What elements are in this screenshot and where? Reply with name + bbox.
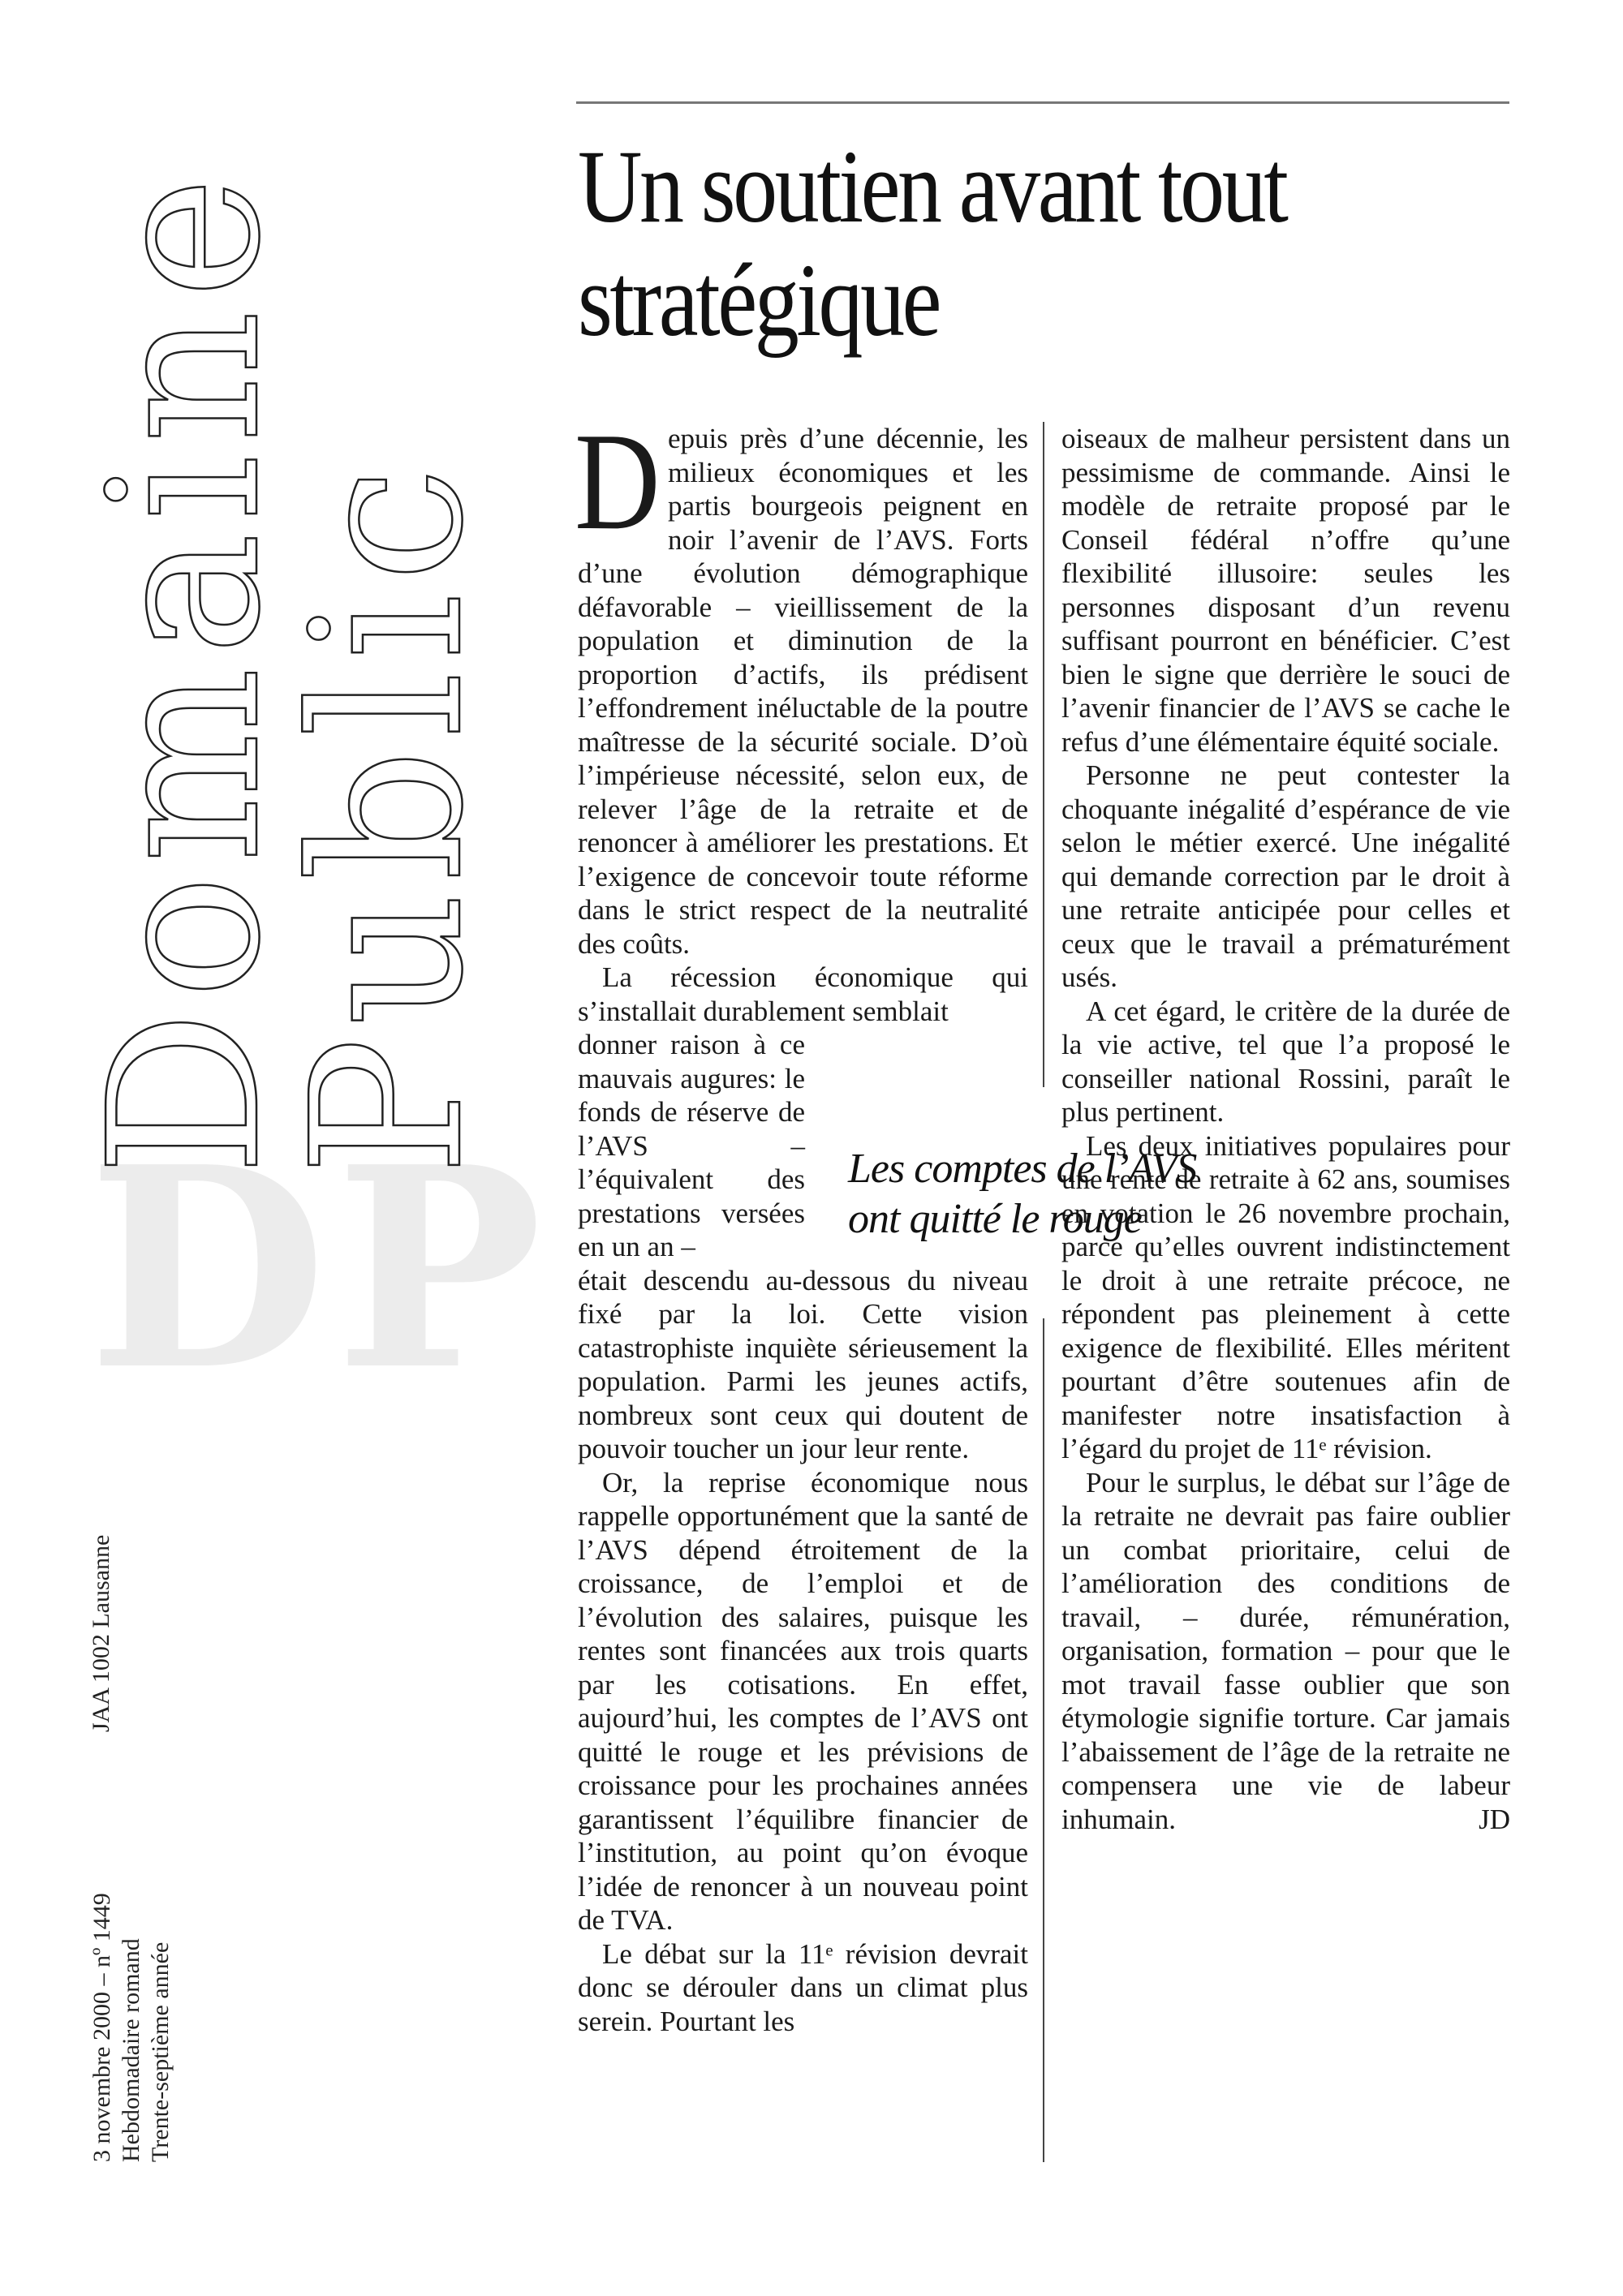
issue-date-number: 3 novembre 2000 – nº 1449 <box>88 1893 115 2162</box>
dp-watermark-logo: DP <box>88 1107 551 1431</box>
paragraph <box>575 405 1028 961</box>
paragraph: était descendu au-dessous du niveau fixé par la loi. Cette vision catastrophiste inquiète sérieusement la population. Parmi les jeunes actifs, nombreux sont ceux qui doutent de pouvoir toucher un jour leur rente. <box>578 1264 1028 1464</box>
column-divider <box>1043 1318 1044 2162</box>
masthead-public: Public <box>268 455 509 1176</box>
postal-mark: JAA 1002 Lausanne <box>88 1534 114 1732</box>
paragraph: Or, la reprise économique nous rappelle opportunément que la santé de l’AVS dépend étroitement de la croissance, de l’emploi et de l’évolution des salaires, puisque les rentes sont financées aux trois quarts par les cotisations. En effet, aujourd’hui, les comptes de l’AVS ont quitté le rouge et les prévisions de croissance pour les prochaines années garantissent l’équilibre financier de l’institution, au point qu’on évoque l’idée de renoncer à un nouveau point de TVA. <box>578 1466 1028 1936</box>
dropcap: D <box>575 405 661 559</box>
author-signature: JD <box>1479 1803 1510 1835</box>
issue-periodicity: Hebdomadaire romand <box>118 1938 144 2162</box>
paragraph: Les deux initiatives populaires pour une rente de retraite à 62 ans, soumises en votation le 26 novembre prochain, parce qu’elles ouvrent indistinctement le droit à une retraite précoce, ne répondent pas pleinement à cette exigence de flexibilité. Elles méritent pourtant d’être soutenues afin de manifester notre insatisfaction à l’égard du projet de 11ᵉ révision. <box>1061 1129 1510 1464</box>
paragraph-text: Pour le surplus, le débat sur l’âge de la retraite ne devrait pas faire oublier un combat prioritaire, celui de l’amélioration des conditions de travail, – durée, rémunération, organisation, formation – pour que le mot travail fasse oublier que son étymologie signifie torture. Car jamais l’abaissement de l’âge de la retraite ne compensera une vie de labeur inhumain. <box>1061 1466 1510 1835</box>
issue-info <box>88 1893 175 2162</box>
paragraph-text: epuis près d’une décennie, les milieux économiques et les partis bourgeois peignent en noir l’avenir de l’AVS. Forts d’une évolution démographique défavorable – vieillissement de la population et diminution de la proportion d’actifs, ils prédisent l’effondrement inéluctable de la poutre maîtresse de la sécurité sociale. D’où l’impérieuse nécessité, selon eux, de relever l’âge de la retraite et de renoncer à améliorer les prestations. Et l’exigence de concevoir toute réforme dans le strict respect de la neutralité des coûts. <box>578 423 1028 960</box>
paragraph: oiseaux de malheur persistent dans un pessimisme de commande. Ainsi le modèle de retraite proposé par le Conseil fédéral n’offre qu’une flexibilité illusoire: seules les personnes disposant d’un revenu suffisant pourront en bénéficier. C’est bien le signe que derrière le souci de l’avenir financier de l’AVS se cache le refus d’une élémentaire équité sociale. <box>1061 423 1510 758</box>
column-divider <box>1043 422 1044 1087</box>
issue-year: Trente-septième année <box>147 1941 174 2162</box>
top-rule <box>576 101 1509 104</box>
article-column-right <box>1061 422 1510 1836</box>
paragraph: La récession économique qui s’installait durablement semblait <box>578 961 1028 1027</box>
article-title: Un soutien avant tout stratégique <box>578 129 1286 358</box>
paragraph-wrapped: donner raison à ce mauvais augures: le fonds de réserve de l’AVS – l’équivalent des prestations versées en un an – <box>578 1029 805 1262</box>
paragraph-wrapped: A cet égard, le critère de la durée de la vie active, tel que l’a proposé le conseiller national Rossini, paraît le plus pertinent. <box>1061 995 1510 1128</box>
pull-quote: Les comptes de l’AVS ont quitté le rouge <box>848 1146 1197 1242</box>
masthead-domaine: Domaine <box>65 165 306 1176</box>
paragraph: Personne ne peut contester la choquante inégalité d’espérance de vie selon le métier exercé. Une inégalité qui demande correction par le droit à une retraite anticipée pour celles et ceux que le travail a prématurément usés. <box>1061 759 1510 993</box>
paragraph <box>1061 1466 1510 1837</box>
masthead <box>65 89 509 1176</box>
paragraph: Le débat sur la 11ᵉ révision devrait donc se dérouler dans un climat plus serein. Pourtant les <box>578 1937 1028 2037</box>
